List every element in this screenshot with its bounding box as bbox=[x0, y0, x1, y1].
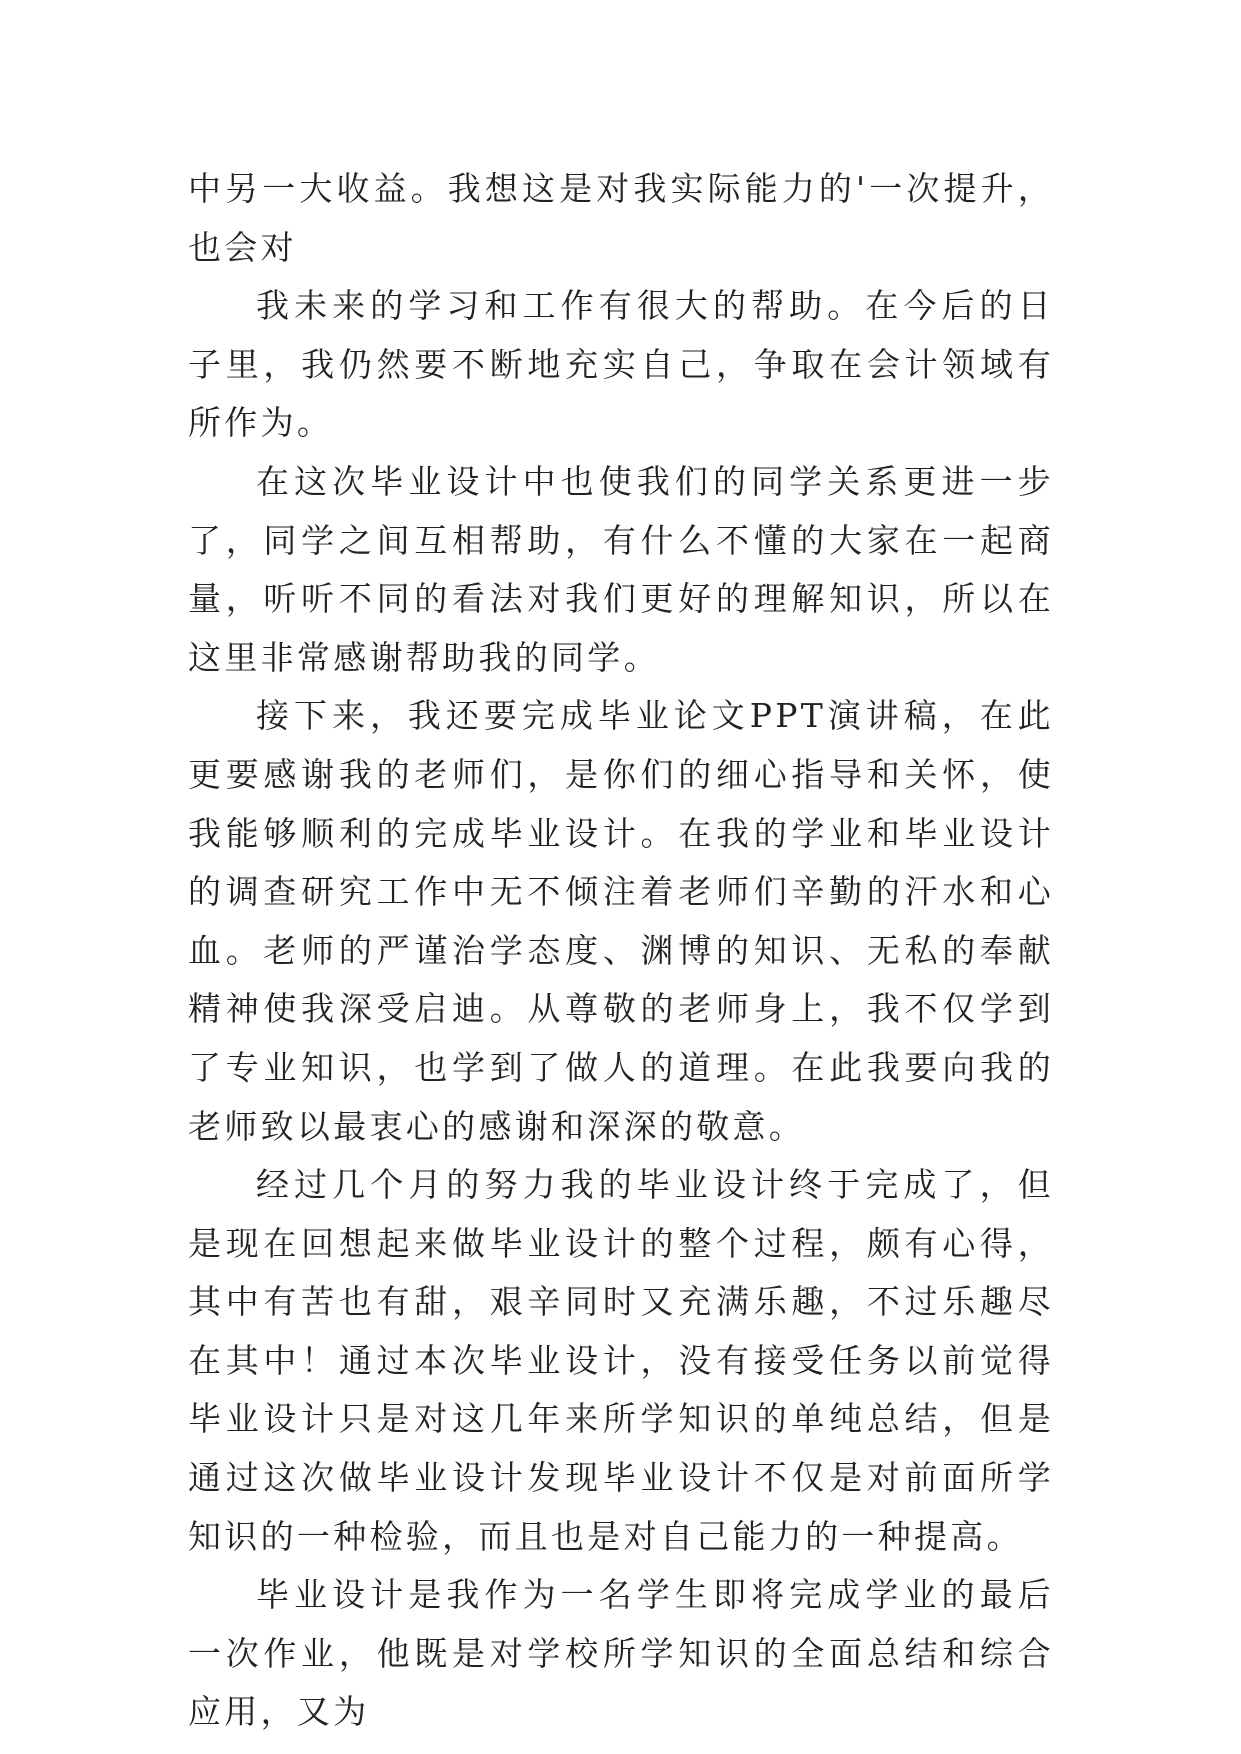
paragraph: 在这次毕业设计中也使我们的同学关系更进一步了，同学之间互相帮助，有什么不懂的大家在一起商量，听听不同的看法对我们更好的理解知识，所以在这里非常感谢帮助我的同学。 bbox=[188, 461, 1054, 677]
paragraph: 经过几个月的努力我的毕业设计终于完成了，但是现在回想起来做毕业设计的整个过程，颇有心得，其中有苦也有甜，艰辛同时又充满乐趣，不过乐趣尽在其中！通过本次毕业设计，没有接受任务以前觉得毕业设计只是对这几年来所学知识的单纯总结，但是通过这次做毕业设计发现毕业设计不仅是对前面所学知识的一种检验，而且也是对自己能力的一种提高。 bbox=[188, 1165, 1054, 1556]
document-body bbox=[188, 160, 1054, 1742]
paragraph: 中另一大收益。我想这是对我实际能力的'一次提升，也会对 bbox=[188, 169, 1054, 267]
paragraph: 我未来的学习和工作有很大的帮助。在今后的日子里，我仍然要不断地充实自己，争取在会计领域有所作为。 bbox=[188, 286, 1054, 443]
paragraph: 毕业设计是我作为一名学生即将完成学业的最后一次作业，他既是对学校所学知识的全面总结和综合应用，又为 bbox=[188, 1575, 1054, 1732]
paragraph: 接下来，我还要完成毕业论文PPT演讲稿，在此更要感谢我的老师们，是你们的细心指导和关怀，使我能够顺利的完成毕业设计。在我的学业和毕业设计的调查研究工作中无不倾注着老师们辛勤的汗水和心血。老师的严谨治学态度、渊博的知识、无私的奉献精神使我深受启迪。从尊敬的老师身上，我不仅学到了专业知识，也学到了做人的道理。在此我要向我的老师致以最衷心的感谢和深深的敬意。 bbox=[188, 696, 1054, 1146]
